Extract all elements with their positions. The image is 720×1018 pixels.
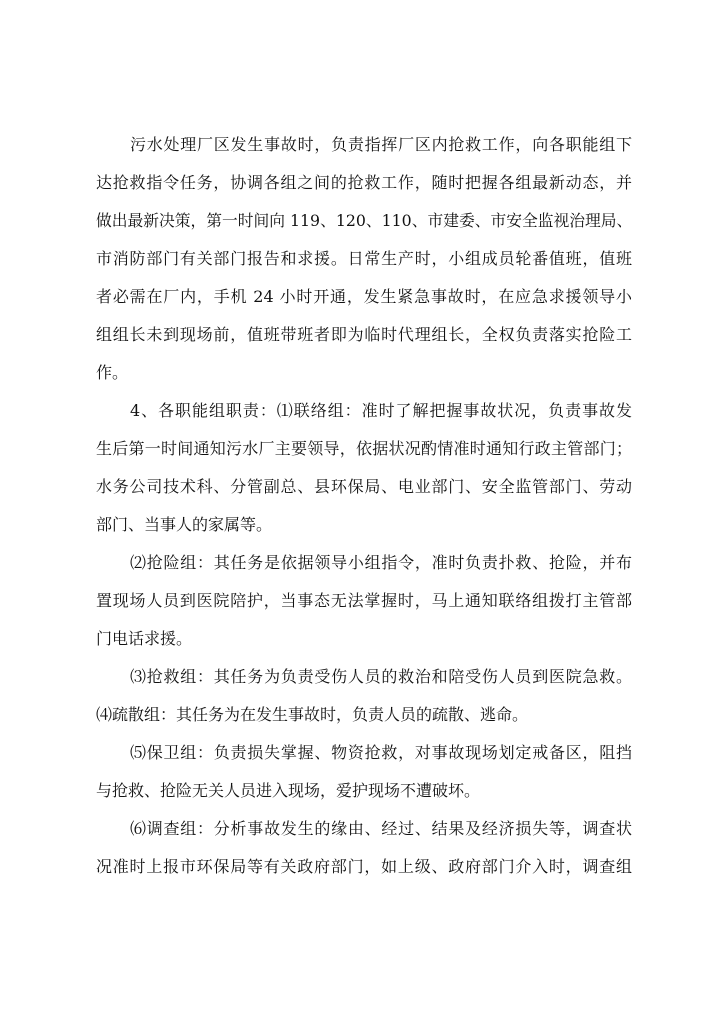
paragraph-2-line-1: 4、各职能组职责：⑴联络组：准时了解把握事故状况，负责事故发 [130,401,632,420]
paragraph-6-line-2: 与抢救、抢险无关人员进入现场，爱护现场不遭破坏。 [96,781,481,800]
paragraph-1-line-4: 市消防部门有关部门报告和求援。日常生产时，小组成员轮番值班，值班 [96,249,632,268]
paragraph-7-line-2: 况准时上报市环保局等有关政府部门，如上级、政府部门介入时，调查组 [96,857,632,876]
paragraph-1-line-5: 者必需在厂内，手机 24 小时开通，发生紧急事故时，在应急求援领导小 [96,287,632,306]
paragraph-3-line-1: ⑵抢险组：其任务是依据领导小组指令，准时负责扑救、抢险，并布 [130,553,632,572]
paragraph-7-line-1: ⑹调查组：分析事故发生的缘由、经过、结果及经济损失等，调查状 [130,819,632,838]
paragraph-3-line-3: 门电话求援。 [96,629,193,648]
paragraph-4-line-1: ⑶抢救组：其任务为负责受伤人员的救治和陪受伤人员到医院急救。 [130,667,632,686]
paragraph-6-line-1: ⑸保卫组：负责损失掌握、物资抢救，对事故现场划定戒备区，阻挡 [130,743,632,762]
paragraph-1-line-3: 做出最新决策，第一时间向 119、120、110、市建委、市安全监视治理局、 [96,211,633,230]
paragraph-1-line-6: 组组长未到现场前，值班带班者即为临时代理组长，全权负责落实抢险工 [96,325,632,344]
paragraph-5-line-1: ⑷疏散组：其任务为在发生事故时，负责人员的疏散、逃命。 [96,705,529,724]
paragraph-1-line-2: 达抢救指令任务，协调各组之间的抢救工作，随时把握各组最新动态，并 [96,173,632,192]
paragraph-2-line-3: 水务公司技术科、分管副总、县环保局、电业部门、安全监管部门、劳动 [96,477,632,496]
paragraph-1-line-1: 污水处理厂区发生事故时，负责指挥厂区内抢救工作，向各职能组下 [130,135,632,154]
paragraph-2-line-4: 部门、当事人的家属等。 [96,515,273,534]
paragraph-3-line-2: 置现场人员到医院陪护，当事态无法掌握时，马上通知联络组拨打主管部 [96,591,632,610]
paragraph-2-line-2: 生后第一时间通知污水厂主要领导，依据状况酌情准时通知行政主管部门； [96,439,632,458]
paragraph-1-line-7: 作。 [96,363,129,382]
